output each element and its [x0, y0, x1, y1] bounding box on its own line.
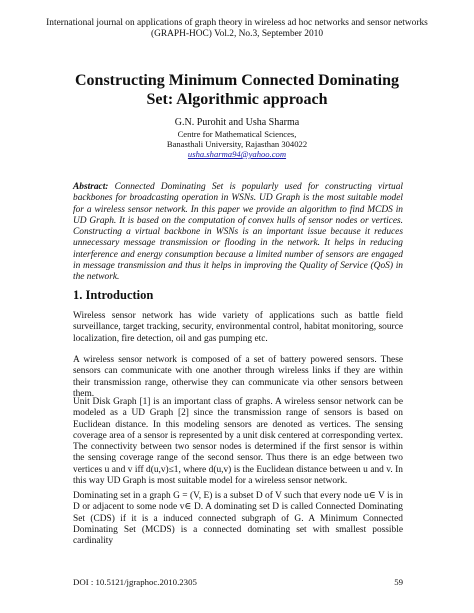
paper-title-line2: Set: Algorithmic approach — [146, 91, 328, 108]
author-names: G.N. Purohit and Usha Sharma — [174, 117, 300, 128]
intro-paragraph-2: A wireless sensor network is composed of a set of battery powered sensors. These sensors can communicate with one another through wireless links if they are within their transmission range, otherwise they can communicate via other sensors between them. — [73, 355, 403, 399]
section-heading-introduction: 1. Introduction — [73, 288, 154, 302]
abstract-text: Connected Dominating Set is popularly used for constructing virtual backbones for broadcasting operation in WSNs. UD Graph is the most suitable model for a wireless sensor network. In this paper we provide an algorithm to find MCDS in UD Graph. It is based on the computation of convex hulls of sensor nodes or vertices. Constructing a virtual backbone in WSNs is an important issue because it reduces unnecessary message transmission or flooding in the network. It helps in reducing interference and energy consumption because a limited number of sensors are engaged in message transmission and thus it helps in improving the Quality of Service (QoS) in the network. — [73, 182, 403, 283]
page-number: 59 — [394, 577, 403, 587]
paper-title-line1: Constructing Minimum Connected Dominating — [74, 72, 399, 89]
intro-paragraph-3: Unit Disk Graph [1] is an important class of graphs. A wireless sensor network can be modeled as a UD Graph [2] since the transmission range of sensors is based on Euclidean distance. In this modeling sensors are denoted as vertices. The sensing coverage area of a sensor is represented by a unit disk centered at corresponding vertex. The connectivity between two sensor nodes is determined if the first sensor is within the sensing coverage range of the second sensor. Thus there is an edge between two vertices u and v iff d(u,v)≤1, where d(u,v) is the Euclidean distance between u and v. In this way UD Graph is most suitable model for a wireless sensor network. — [73, 397, 403, 487]
journal-name: International journal on applications of graph theory in wireless ad hoc networks and sensor networks — [46, 18, 428, 28]
affiliation-university: Banasthali University, Rajasthan 304022 — [166, 139, 308, 149]
intro-paragraph-1: Wireless sensor network has wide variety of applications such as battle field surveillance, target tracking, security, environmental control, habitat monitoring, source localization, fire detection, oil and gas pumping etc. — [73, 311, 403, 344]
intro-paragraph-4: Dominating set in a graph G = (V, E) is a subset D of V such that every node u∈ V is in D or adjacent to some node v∈ D. A dominating set D is called Connected Dominating Set (CDS) if it is a induced connected subgraph of G. A Minimum Connected Dominating Set (MCDS) is a connected dominating set with smallest possible cardinality — [73, 491, 403, 547]
author-affiliation — [40, 129, 434, 159]
abstract-label: Abstract: — [73, 182, 109, 192]
paper-title — [40, 71, 434, 109]
journal-volume: (GRAPH-HOC) Vol.2, No.3, September 2010 — [150, 29, 324, 39]
journal-header — [40, 18, 434, 40]
author-email-link[interactable]: usha.sharma94@yahoo.com — [187, 149, 287, 159]
footer-doi: DOI : 10.5121/jgraphoc.2010.2305 — [73, 577, 197, 587]
affiliation-dept: Centre for Mathematical Sciences, — [177, 129, 297, 139]
abstract — [73, 182, 403, 284]
